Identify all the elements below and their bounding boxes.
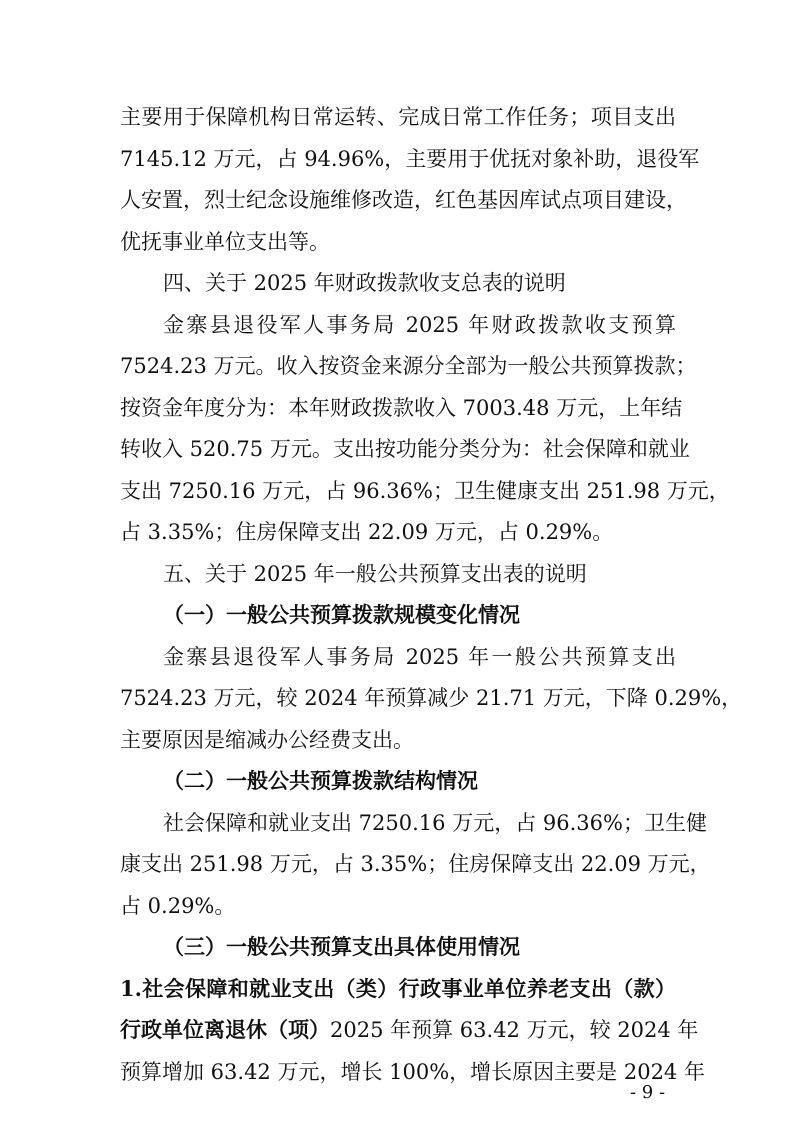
body-line: 7524.23 万元。收入按资金来源分全部为一般公共预算拨款； [120, 354, 697, 378]
bold-lead: 行政单位离退休（项） [120, 1017, 330, 1042]
body-line: 人安置，烈士纪念设施维修改造，红色基因库试点项目建设， [120, 188, 687, 212]
page-number: - 9 - [630, 1082, 666, 1103]
body-line [120, 1013, 699, 1047]
line-rest: 2025 年预算 63.42 万元，较 2024 年 [330, 1018, 699, 1042]
body-line: 主要用于保障机构日常运转、完成日常工作任务；项目支出 [120, 105, 676, 129]
body-line: 占 3.35%；住房保障支出 22.09 万元，占 0.29%。 [120, 520, 614, 544]
body-line: 按资金年度分为：本年财政拨款收入 7003.48 万元，上年结 [120, 396, 683, 420]
subsection-heading-2: （二）一般公共预算拨款结构情况 [163, 768, 478, 793]
body-line: 主要原因是缩减办公经费支出。 [120, 728, 414, 752]
body-line: 7524.23 万元，较 2024 年预算减少 21.71 万元，下降 0.29%， [120, 686, 743, 710]
body-line: 占 0.29%。 [120, 894, 236, 918]
body-line: 7145.12 万元，占 94.96%，主要用于优抚对象补助，退役军 [120, 147, 700, 171]
body-line: 优抚事业单位支出等。 [120, 230, 330, 254]
body-line: 康支出 251.98 万元，占 3.35%；住房保障支出 22.09 万元， [120, 852, 711, 876]
body-line: 社会保障和就业支出 7250.16 万元，占 96.36%；卫生健 [163, 811, 707, 835]
body-line: 金寨县退役军人事务局 2025 年一般公共预算支出 [163, 645, 676, 669]
body-line: 转收入 520.75 万元。支出按功能分类分为：社会保障和就业 [120, 437, 690, 461]
subsection-heading-3: （三）一般公共预算支出具体使用情况 [163, 934, 520, 959]
body-line: 预算增加 63.42 万元，增长 100%，增长原因主要是 2024 年 [120, 1060, 705, 1084]
section-heading-4: 四、关于 2025 年财政拨款收支总表的说明 [163, 271, 566, 295]
subsection-heading-1: （一）一般公共预算拨款规模变化情况 [163, 602, 520, 627]
body-line: 支出 7250.16 万元，占 96.36%；卫生健康支出 251.98 万元， [120, 479, 730, 503]
section-heading-5: 五、关于 2025 年一般公共预算支出表的说明 [163, 562, 587, 586]
body-line-bold: 1.社会保障和就业支出（类）行政事业单位养老支出（款） [120, 976, 676, 1001]
body-line: 金寨县退役军人事务局 2025 年财政拨款收支预算 [163, 313, 676, 337]
